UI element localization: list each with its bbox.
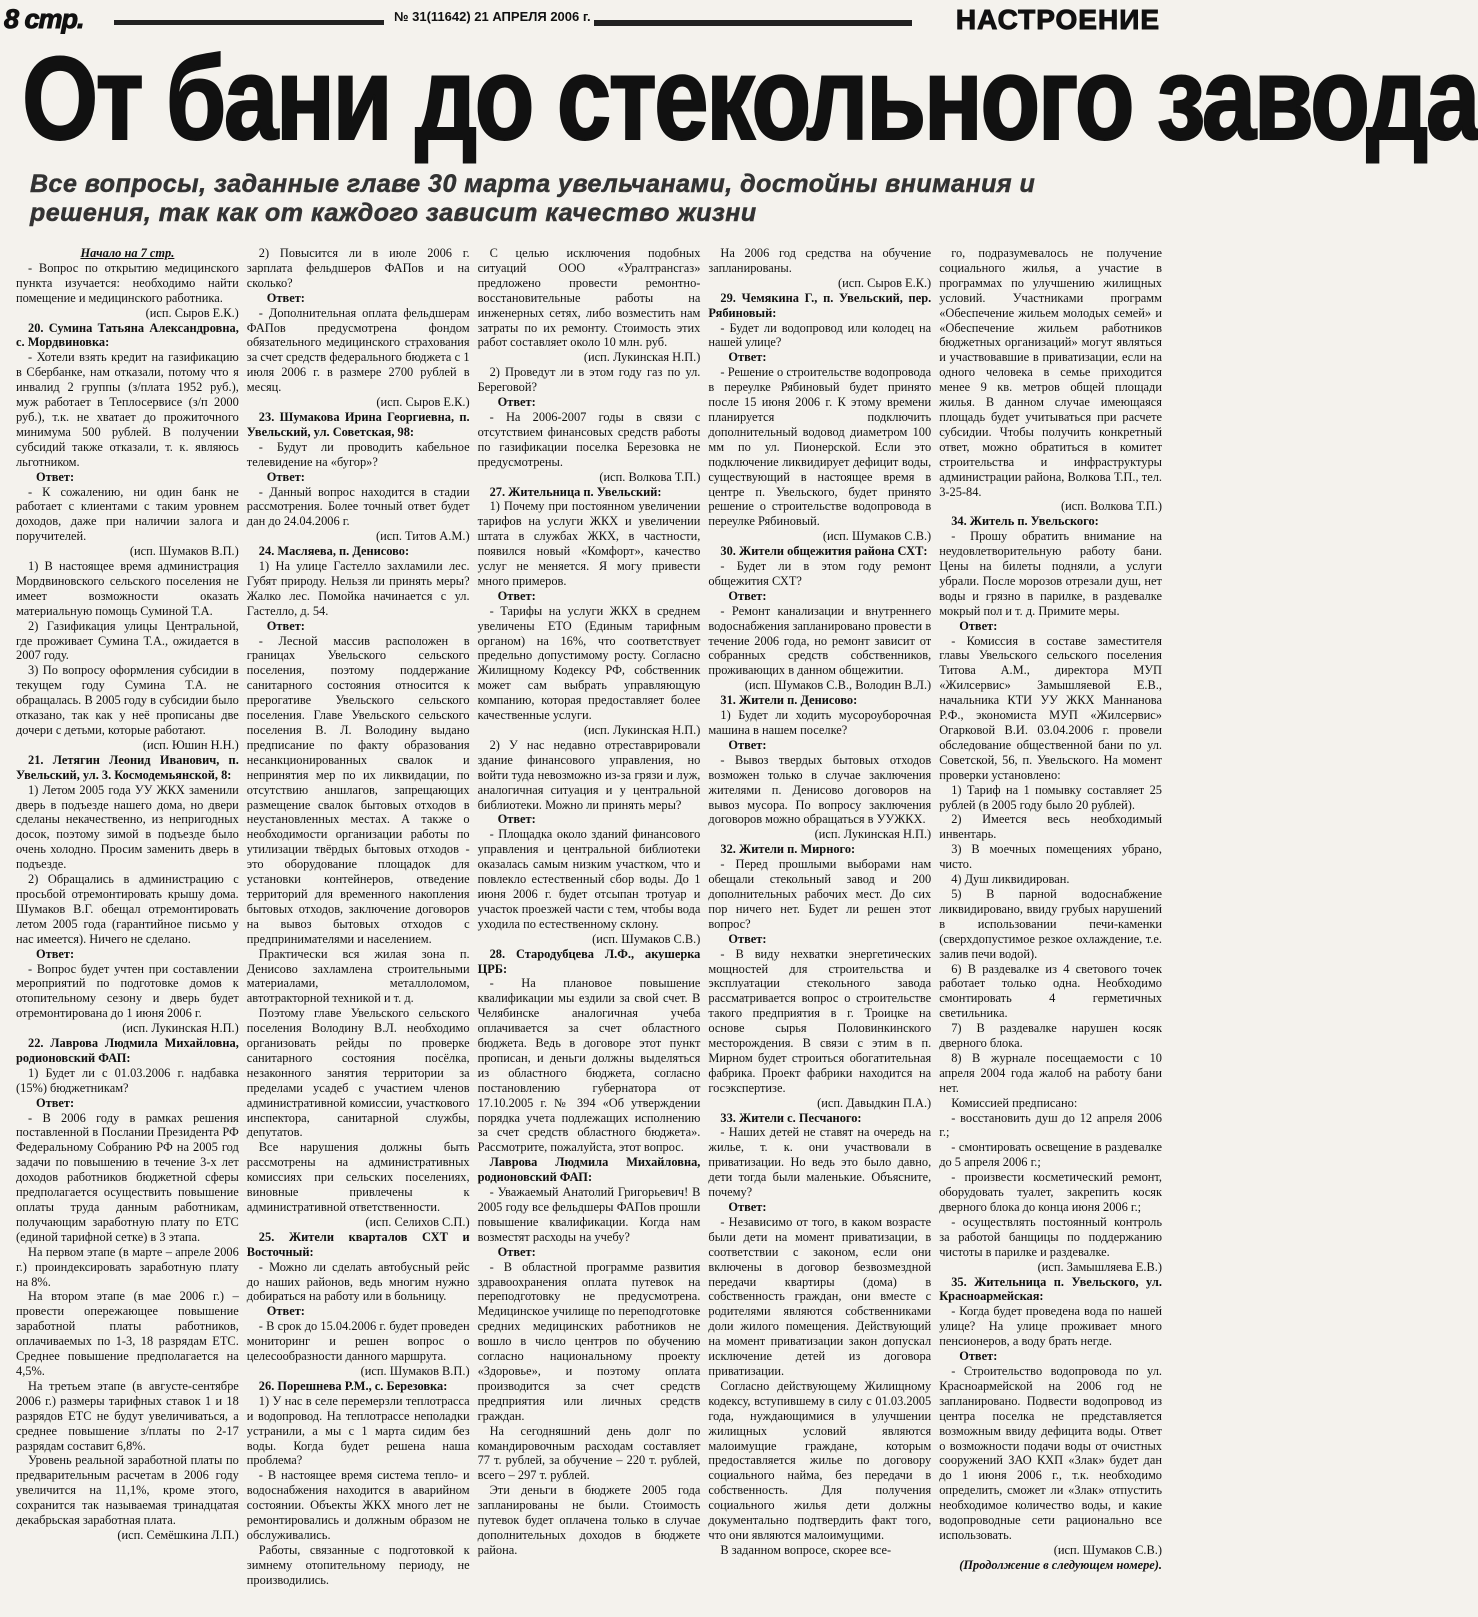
paragraph: - Будет ли в этом году ремонт общежития СХТ? xyxy=(708,559,932,588)
question-heading: 25. Жители кварталов СХТ и Восточный: xyxy=(246,1229,470,1259)
paragraph: Согласно действующему Жилищному кодексу, вступившему в силу с 01.03.2005 года, нуждающимися в улучшении жилищных условий являются малоимущие граждане, которым предоставляется жилье по договору социального найма, без передачи в собственность. Для получения социального жилья дети должны документально подтвердить факт того, что они являются малоимущими. xyxy=(708,1378,932,1542)
paragraph: - Тарифы на услуги ЖКХ в среднем увеличены ЕТО (Единым тарифным органом) на 16%, что соответствует предельно допустимому росту. Согласно Жилищному Кодексу РФ, собственник может сам выбрать управляющую компанию, которая предоставляет более качественные услуги. xyxy=(477,603,701,723)
paragraph: 3) По вопросу оформления субсидии в текущем году Сумина Т.А. не обращалась. В 2005 году в субсидии было отказано, так как у неё прописаны две дочери с детьми, которые работают. xyxy=(16,663,239,737)
paragraph: С целью исключения подобных ситуаций ООО «Уралтрансгаз» предложено провести ремонтно-восстановительные работы на инженерных сетях, либо возместить нам затраты по их ремонту. Стоимость этих работ составляет около 10 млн. руб. xyxy=(477,246,701,350)
source-note: (исп. Шумаков С.В.) xyxy=(1053,1542,1162,1557)
paragraph: - Можно ли сделать автобусный рейс до наших районов, ведь многим нужно добираться на работу или в больницу. xyxy=(246,1259,470,1304)
question-heading: 30. Жители общежития района СХТ: xyxy=(720,544,928,559)
paragraph: Поэтому главе Увельского сельского поселения Володину В.Л. необходимо организовать рейды по проверке санитарного состояния посёлка, незаконного занятия территории за пределами усадеб с участием членов административной комиссии, участкового инспектора, санитарной службы, депутатов. xyxy=(246,1006,470,1140)
page-number: 8 стр. xyxy=(4,4,84,34)
paragraph: - В областной программе развития здравоохранения оплата путевок на переподготовку не предусмотрена. Медицинское училище по переподготовке средних медицинских работников не вошло в число центров по обучению согласно национальному проекту «Здоровье», и поэтому оплата производится за счет средств предприятия или личных средств граждан. xyxy=(477,1259,701,1423)
paragraph: Работы, связанные с подготовкой к зимнему отопительному периоду, не производились. xyxy=(246,1542,470,1587)
source-note: (исп. Лукинская Н.П.) xyxy=(583,723,701,737)
paragraph: - Данный вопрос находится в стадии рассмотрения. Более точный ответ будет дан до 24.04.2006 г. xyxy=(246,484,470,529)
paragraph: На первом этапе (в марте – апреле 2006 г.) проиндексировать заработную плату на 8%. xyxy=(16,1244,239,1289)
question-heading: 34. Житель п. Увельского: xyxy=(951,514,1099,529)
paragraph: 1) На улице Гастелло захламили лес. Губят природу. Нельзя ли принять меры? Жалко лес. Помойка начинается с ул. Гастелло, д. 54. xyxy=(246,559,470,618)
paragraph: 2) Имеется весь необходимый инвентарь. xyxy=(939,812,1162,842)
source-note: (исп. Давыдкин П.А.) xyxy=(817,1095,932,1110)
question-heading: 33. Жители с. Песчаного: xyxy=(720,1110,862,1125)
answer-label: Ответ: xyxy=(497,395,536,410)
source-note: (исп. Семёшкина Л.П.) xyxy=(117,1527,239,1542)
answer-label: Ответ: xyxy=(497,1244,536,1259)
paragraph: - Уважаемый Анатолий Григорьевич! В 2005 году все фельдшеры ФАПов прошли повышение квалификации. Когда нам возместят расходы на учебу? xyxy=(477,1185,701,1244)
paragraph: - Когда будет проведена вода по нашей улице? На улице проживает много пенсионеров, а воду брать негде. xyxy=(939,1304,1162,1349)
paragraph: го, подразумевалось не получение социального жилья, а участие в программах по улучшению жилищных условий. Участниками программ «Обеспечение жильем молодых семей» и «Обеспечение жильем работников бюджетных организаций» могут являться и участвовавшие в приватизации, если на одного человека в семье приходится менее 9 кв. метров общей площади жилья. В данном случае имеющаяся площадь будет учитываться при расчете субсидии. Чтобы получить конкретный ответ, можно обратиться в комитет строительства и инфраструктуры администрации района, Волкова Т.П., тел. 3-25-84. xyxy=(939,246,1162,499)
paragraph: 1) Тариф на 1 помывку составляет 25 рублей (в 2005 году было 20 рублей). xyxy=(939,782,1162,812)
source-note: (исп. Лукинская Н.П.) xyxy=(122,1021,239,1036)
paragraph: 2) У нас недавно отреставрировали здание финансового управления, но войти туда невозможно из-за грязи и луж, аналогичная ситуация и у центральной библиотеки. Можно ли принять меры? xyxy=(477,737,701,812)
paragraph: - Вывоз твердых бытовых отходов возможен только в случае заключения жителями п. Денисово договоров на вывоз мусора. По вопросу заключения договоров можно обращаться в УУЖКХ. xyxy=(708,752,932,827)
paragraph: - Вопрос по открытию медицинского пункта изучается: необходимо найти помещение и медицинского работника. xyxy=(16,260,239,305)
question-heading: 24. Масляева, п. Денисово: xyxy=(258,544,410,559)
answer-label: Ответ: xyxy=(36,946,75,961)
paragraph: 7) В раздевалке нарушен косяк дверного блока. xyxy=(939,1021,1162,1051)
paragraph: Эти деньги в бюджете 2005 года запланированы не были. Стоимость путевок будет оплачена только в случае дополнительных доходов в бюджете района. xyxy=(477,1483,701,1557)
source-note: (исп. Юшин Н.Н.) xyxy=(142,737,239,752)
question-heading: 29. Чемякина Г., п. Увельский, пер. Рябиновый: xyxy=(708,290,932,320)
answer-label: Ответ: xyxy=(728,931,767,946)
paragraph: На сегодняшний день долг по командировочным расходам составляет 77 т. рублей, за обучение – 220 т. рублей, всего – 297 т. рублей. xyxy=(477,1423,701,1483)
paragraph: 1) Будет ли ходить мусороуборочная машина в нашем поселке? xyxy=(708,708,932,737)
question-heading: Лаврова Людмила Михайловна, родионовский ФАП: xyxy=(477,1155,701,1185)
paragraph: 1) Летом 2005 года УУ ЖКХ заменили дверь в подъезде нашего дома, но двери сделаны некачественно, из непригодных досок, поэтому зимой в подъезде было очень холодно. Просим заменить дверь в подъезде. xyxy=(16,782,239,872)
source-note: (исп. Шумаков В.П.) xyxy=(129,544,239,559)
paragraph: - Ремонт канализации и внутреннего водоснабжения запланировано провести в течение 2006 года, но ремонт зависит от собранных средств собственников, проживающих в данном общежитии. xyxy=(708,603,932,678)
paragraph: - Комиссия в составе заместителя главы Увельского сельского поселения Титова А.М., директора МУП «Жилсервис» Замышляевой Е.В., начальника КТИ УУ ЖКХ Маннанова Р.Ф., экономиста МУП «Жилсервис» Огарковой В.И. 03.04.2006 г. провели обследование общественной бани по ул. Советской, 56, п. Увельского. На момент проверки установлено: xyxy=(939,633,1162,782)
paragraph: 8) В журнале посещаемости с 10 апреля 2004 года жалоб на работу бани нет. xyxy=(939,1050,1162,1095)
answer-label: Ответ: xyxy=(266,469,305,484)
paragraph: 2) Газификация улицы Центральной, где проживает Сумина Т.А., ожидается в 2007 году. xyxy=(16,618,239,663)
answer-label: Ответ: xyxy=(728,350,767,365)
paragraph: - В виду нехватки энергетических мощностей для строительства и эксплуатации стекольного завода рассматривается вопрос о строительстве такого предприятия в г. Троицке на основе сырья Половинкинского месторождения. В связи с этим в п. Мирном будет строиться обогатительная фабрика. Проект фабрики находится на госэкспертизе. xyxy=(708,946,932,1095)
paragraph: - Независимо от того, в каком возрасте были дети на момент приватизации, в соответствии с законом, если они включены в договор безвозмездной передачи квартиры (дома) в собственность граждан, они вместе с родителями являются собственниками доли жилого помещения. Действующий на момент приватизации закон допускал исключение детей из договора приватизации. xyxy=(708,1214,932,1378)
header-rule-left xyxy=(114,20,384,25)
source-note: (исп. Замышляева Е.В.) xyxy=(1037,1259,1162,1274)
question-heading: 20. Сумина Татьяна Александровна, с. Мордвиновка: xyxy=(16,320,239,350)
answer-label: Ответ: xyxy=(497,588,536,603)
paragraph: На втором этапе (в мае 2006 г.) – провести опережающее повышение заработной платы работников, оплачиваемых по 1-3, 18 разрядам ЕТС. Среднее повышение предполагается на 4,5%. xyxy=(16,1289,239,1378)
question-heading: 21. Летягин Леонид Иванович, п. Увельский, ул. 3. Космодемьянской, 8: xyxy=(16,752,239,782)
source-note: (исп. Селихов С.П.) xyxy=(365,1214,470,1229)
paragraph: На третьем этапе (в августе-сентябре 2006 г.) размеры тарифных ставок 1 и 18 разрядов ЕТС не будут увеличиваться, а среднее повышение з/платы по 2-17 разрядам составит 6,8%. xyxy=(16,1378,239,1453)
paragraph: Комиссией предписано: xyxy=(951,1095,1078,1110)
paragraph: 3) В моечных помещениях убрано, чисто. xyxy=(939,842,1162,872)
answer-label: Ответ: xyxy=(36,1095,75,1110)
question-heading: 31. Жители п. Денисово: xyxy=(720,693,858,708)
question-heading: 26. Порешнева Р.М., с. Березовка: xyxy=(258,1378,448,1393)
paragraph: - Прошу обратить внимание на неудовлетворительную работу бани. Цены на билеты подняли, а услуги убрали. После морозов отрезали душ, нет воды и грязно в парилке, в раздевалке мокрый пол и т. д. Примите меры. xyxy=(939,529,1162,618)
paragraph: - осуществлять постоянный контроль за работой банщицы по поддержанию чистоты в парилке и раздевалке. xyxy=(939,1214,1162,1259)
answer-label: Ответ: xyxy=(728,588,767,603)
paragraph: - На 2006-2007 годы в связи с отсутствием финансовых средств работы по газификации поселка Березовка не предусмотрены. xyxy=(477,409,701,469)
paragraph: - Хотели взять кредит на газификацию в Сбербанке, нам отказали, потому что я инвалид 2 группы (з/плата 1952 руб.), муж работает в Теплосервисе (з/п 2000 руб.), т.к. не хватает до прожиточного минимума 500 рублей. В получении субсидий также отказали, т. к. являюсь льготником. xyxy=(16,350,239,469)
paragraph: 1) У нас в селе перемерзли теплотрасса и водопровод. На теплотрассе неполадки устранили, а мы с 1 марта сидим без воды. Когда будет решена наша проблема? xyxy=(246,1393,470,1468)
article-body xyxy=(16,246,1162,1612)
paragraph: - произвести косметический ремонт, оборудовать туалет, закрепить косяк дверного блока до конца июня 2006 г.; xyxy=(939,1170,1162,1214)
continuation-note: Начало на 7 стр. xyxy=(80,246,175,260)
page-header xyxy=(4,4,1164,34)
paragraph: 2) Повысится ли в июле 2006 г. зарплата фельдшеров ФАПов и на сколько? xyxy=(246,246,470,290)
question-heading: 27. Жительница п. Увельский: xyxy=(489,484,662,499)
question-heading: 23. Шумакова Ирина Георгиевна, п. Увельский, ул. Советская, 98: xyxy=(246,409,470,439)
paragraph: - В срок до 15.04.2006 г. будет проведен мониторинг и решен вопрос о целесообразности данного маршрута. xyxy=(246,1319,470,1364)
paragraph: - Лесной массив расположен в границах Увельского сельского поселения, поэтому поддержание санитарного состояния относится к прерогативе Увельского сельского поселения. Главе Увельского сельского поселения В. Л. Володину выдано предписание по факту образования несанкционированных свалок и непринятия мер по их ликвидации, по отсутствию аншлагов, запрещающих размещение свалок бытовых отходов в неустановленных местах. А также о необходимости организации работы по утилизации твёрдых бытовых отходов - это оборудование площадок для установки контейнеров, отведение территорий для временного накопления бытовых отходов, заключение договоров на вывоз бытовых отходов с предпринимателями и населением. xyxy=(246,633,470,946)
question-heading: 22. Лаврова Людмила Михайловна, родионовский ФАП: xyxy=(16,1036,239,1065)
paragraph: - В 2006 году в рамках решения поставленной в Послании Президента РФ Федеральному Собранию РФ на 2005 год задачи по повышению в течение 3-х лет доходов работников бюджетной сферы предполагается осуществить повышение оплаты труда данным работникам, получающим заработную плату по ЕТС (единой тарифной сетке) в 3 этапа. xyxy=(16,1110,239,1244)
header-rule-right xyxy=(594,20,912,26)
article-subtitle: Все вопросы, заданные главе 30 марта увельчанами, достойны внимания и решения, так как от каждого зависит качество жизни xyxy=(30,170,1036,227)
article-column xyxy=(939,246,1162,1612)
paragraph: - В настоящее время система тепло- и водоснабжения находится в аварийном состоянии. Объекты ЖКХ много лет не ремонтировались и должным образом не обслуживались. xyxy=(246,1468,470,1542)
paragraph: - смонтировать освещение в раздевалке до 5 апреля 2006 г.; xyxy=(939,1140,1162,1170)
paragraph: - Перед прошлыми выборами нам обещали стекольный завод и 200 дополнительных рабочих мест. До сих пор ничего нет. Будет ли решен этот вопрос? xyxy=(708,857,932,931)
section-title: НАСТРОЕНИЕ xyxy=(955,4,1160,35)
paragraph: - Дополнительная оплата фельдшерам ФАПов предусмотрена фондом обязательного медицинского страхования за счет средств федерального бюджета с 1 июля 2006 г. в размере 2700 рублей в месяц. xyxy=(246,305,470,395)
answer-label: Ответ: xyxy=(497,812,536,827)
paragraph: - восстановить душ до 12 апреля 2006 г.; xyxy=(939,1110,1162,1140)
answer-label: Ответ: xyxy=(959,618,998,633)
paragraph: 2) Проведут ли в этом году газ по ул. Береговой? xyxy=(477,365,701,395)
paragraph: 1) Будет ли с 01.03.2006 г. надбавка (15%) бюджетникам? xyxy=(16,1065,239,1095)
article-column xyxy=(247,246,470,1612)
answer-label: Ответ: xyxy=(266,1304,305,1319)
source-note: (исп. Шумаков В.П.) xyxy=(360,1363,470,1378)
source-note: (исп. Сыров Е.К.) xyxy=(145,305,239,320)
question-heading: 32. Жители п. Мирного: xyxy=(720,842,856,857)
answer-label: Ответ: xyxy=(728,1200,767,1214)
source-note: (исп. Шумаков С.В., Володин В.Л.) xyxy=(744,678,932,693)
question-heading: 35. Жительница п. Увельского, ул. Красноармейская: xyxy=(939,1274,1162,1304)
paragraph: - Наших детей не ставят на очередь на жилье, т. к. они участвовали в приватизации. Но ведь это было давно, дети тогда были маленькие. Объясните, почему? xyxy=(708,1125,932,1200)
paragraph: 1) Почему при постоянном увеличении тарифов на услуги ЖКХ и увеличении штата в службах ЖКХ, в частности, появился новый «Комфорт», качество услуг не меняется. Я могу привести много примеров. xyxy=(477,499,701,588)
paragraph: - На плановое повышение квалификации мы ездили за свой счет. В Челябинске аналогичная учеба оплачивается за счет областного бюджета. Ведь в договоре этот пункт прописан, и деньги должны выделяться из областного бюджета, согласно постановлению губернатора от 17.10.2005 г. № 394 «Об утверждении порядка учета подлежащих исполнению за счет средств областного бюджета». Рассмотрите, пожалуйста, этот вопрос. xyxy=(477,976,701,1155)
paragraph: 2) Обращались в администрацию с просьбой отремонтировать крышу дома. Шумаков В.Г. обещал отремонтировать летом 2005 года (гарантийное письмо у нас имеется). Ничего не сделано. xyxy=(16,872,239,946)
paragraph: В заданном вопросе, скорее все- xyxy=(720,1542,892,1557)
source-note: (исп. Сыров Е.К.) xyxy=(376,395,470,410)
paragraph: - Будут ли проводить кабельное телевидение на «бугор»? xyxy=(246,439,470,469)
article-column xyxy=(16,246,239,1612)
source-note: (исп. Волкова Т.П.) xyxy=(599,469,701,484)
paragraph: 6) В раздевалке из 4 светового точек работает только одна. Необходимо смонтировать 4 герметичных светильника. xyxy=(939,961,1162,1021)
article-column xyxy=(708,246,931,1612)
source-note: (исп. Лукинская Н.П.) xyxy=(814,827,932,842)
paragraph: - Будет ли водопровод или колодец на нашей улице? xyxy=(708,320,932,350)
paragraph: - Строительство водопровода по ул. Красноармейской на 2006 год не запланировано. Подвести водопровод из центра поселка не представляется возможным ввиду дефицита воды. Ответ о возможности подачи воды от очистных сооружений ЗАО КХП «Злак» будет дан до 1 июня 2006 г., т.к. необходимо определить, сможет ли «Злак» отпустить необходимое количество воды, и какие водопроводные сети рационально все использовать. xyxy=(939,1363,1162,1542)
paragraph: - Вопрос будет учтен при составлении мероприятий по подготовке домов к отопительному сезону и дверь будет отремонтирована до 1 июня 2006 г. xyxy=(16,961,239,1021)
continuation-note: (Продолжение в следующем номере). xyxy=(959,1557,1162,1572)
article-title: От бани до стекольного завода xyxy=(22,33,1478,165)
source-note: (исп. Волкова Т.П.) xyxy=(1060,499,1162,514)
paragraph: На 2006 год средства на обучение запланированы. xyxy=(708,246,932,275)
paragraph: - К сожалению, ни один банк не работает с клиентами с таким уровнем доходов, даже при наличии залога и поручителей. xyxy=(16,484,239,544)
answer-label: Ответ: xyxy=(266,618,305,633)
source-note: (исп. Сыров Е.К.) xyxy=(838,275,932,290)
issue-info: № 31(11642) 21 АПРЕЛЯ 2006 г. xyxy=(394,9,591,24)
question-heading: 28. Стародубцева Л.Ф., акушерка ЦРБ: xyxy=(477,946,701,976)
answer-label: Ответ: xyxy=(36,469,75,484)
source-note: (исп. Титов А.М.) xyxy=(375,529,470,544)
paragraph: - Площадка около зданий финансового управления и центральной библиотеки оказалась самым низким участком, что и повлекло естественный сбор воды. До 1 июня 2006 г. будет отсыпан тротуар и участок проезжей части с тем, чтобы вода уходила по естественному склону. xyxy=(477,827,701,931)
answer-label: Ответ: xyxy=(266,290,305,305)
paragraph: 4) Душ ликвидирован. xyxy=(951,872,1070,887)
paragraph: Практически вся жилая зона п. Денисово захламлена строительными материалами, металлоломом, автотракторной техникой и т. д. xyxy=(246,946,470,1006)
answer-label: Ответ: xyxy=(959,1349,998,1364)
paragraph: Уровень реальной заработной платы по предварительным расчетам в 2006 году увеличится на 11,1%, кроме этого, сохранится так называемая тринадцатая декабрьская заработная плата. xyxy=(16,1453,239,1528)
source-note: (исп. Лукинская Н.П.) xyxy=(583,350,701,365)
paragraph: 1) В настоящее время администрация Мордвиновского сельского поселения не имеет возможности оказать материальную помощь Суминой Т.А. xyxy=(16,559,239,618)
paragraph: 5) В парной водоснабжение ликвидировано, ввиду грубых нарушений в использовании печи-каменки (сверхдопустимое резкое охлаждение, т.е. залив печи водой). xyxy=(939,886,1162,961)
paragraph: Все нарушения должны быть рассмотрены на административных комиссиях при сельских поселениях, виновные привлечены к административной ответственности. xyxy=(246,1140,470,1214)
article-column xyxy=(478,246,701,1612)
paragraph: - Решение о строительстве водопровода в переулке Рябиновый будет принято после 15 июня 2006 г. К этому времени планируется подключить дополнительный водовод диаметром 100 мм по ул. Пионерской. Если это подключение ликвидирует дефицит воды, существующий в настоящее время в центре п. Увельского, будет принято решение о строительстве водопровода в переулке Рябиновый. xyxy=(708,365,932,529)
source-note: (исп. Шумаков С.В.) xyxy=(592,931,701,946)
answer-label: Ответ: xyxy=(728,737,767,752)
source-note: (исп. Шумаков С.В.) xyxy=(822,529,932,544)
